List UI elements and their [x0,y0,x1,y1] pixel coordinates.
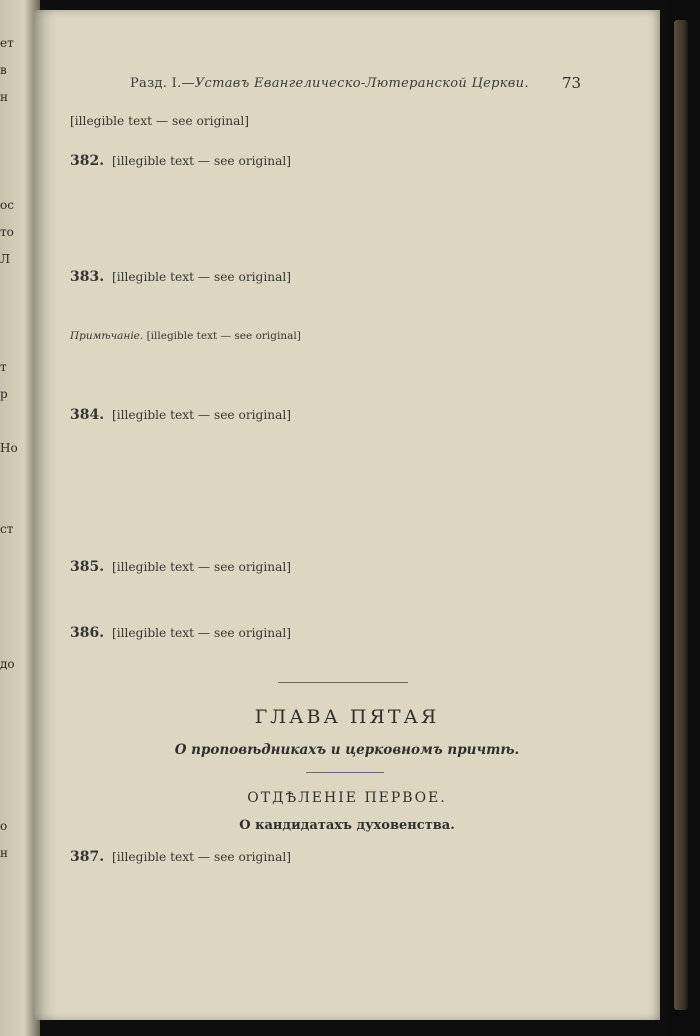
note-label: Примѣчаніе. [70,330,144,342]
article-text: [illegible text — see original] [111,626,292,640]
page-number: 73 [562,74,582,92]
article-382 [70,152,612,171]
article-number: 387. [70,849,105,865]
article-text: [illegible text — see original] [111,154,292,168]
section-subtitle: О кандидатахъ духовенства. [239,818,455,833]
article-text: [illegible text — see original] [111,408,292,422]
note-text: [illegible text — see original] [146,330,301,342]
article-number: 383. [70,269,105,285]
section-title: ОТДѢЛЕНІЕ ПЕРВОЕ. [247,790,447,806]
article-number: 385. [70,559,105,575]
chapter-title: ГЛАВА ПЯТАЯ [254,706,440,728]
article-text: [illegible text — see original] [111,270,292,284]
section-divider [278,682,408,683]
running-head-title: Уставъ Евангелическо-Лютеранской Церкви. [194,76,529,91]
article-383 [70,268,612,287]
paragraph-continuation [70,112,612,131]
article-text: [illegible text — see original] [111,850,292,864]
article-386 [70,624,612,643]
paragraph-text: [illegible text — see original] [70,114,250,128]
article-number: 384. [70,407,105,423]
running-head-section: Разд. I.— [130,76,195,91]
chapter-subtitle: О проповѣдникахъ и церковномъ причтѣ. [174,742,520,758]
chapter-divider [306,772,384,773]
spine [674,20,688,1010]
article-number: 382. [70,153,105,169]
article-387 [70,848,612,867]
article-number: 386. [70,625,105,641]
article-384 [70,406,612,425]
article-385 [70,558,612,577]
book-binding [666,0,700,1036]
article-383-note [70,328,612,345]
book-page [34,10,660,1020]
running-head [130,76,610,91]
article-text: [illegible text — see original] [111,560,292,574]
facing-page-text: ет в н ос то Л т р Но ст до о н [0,36,18,860]
